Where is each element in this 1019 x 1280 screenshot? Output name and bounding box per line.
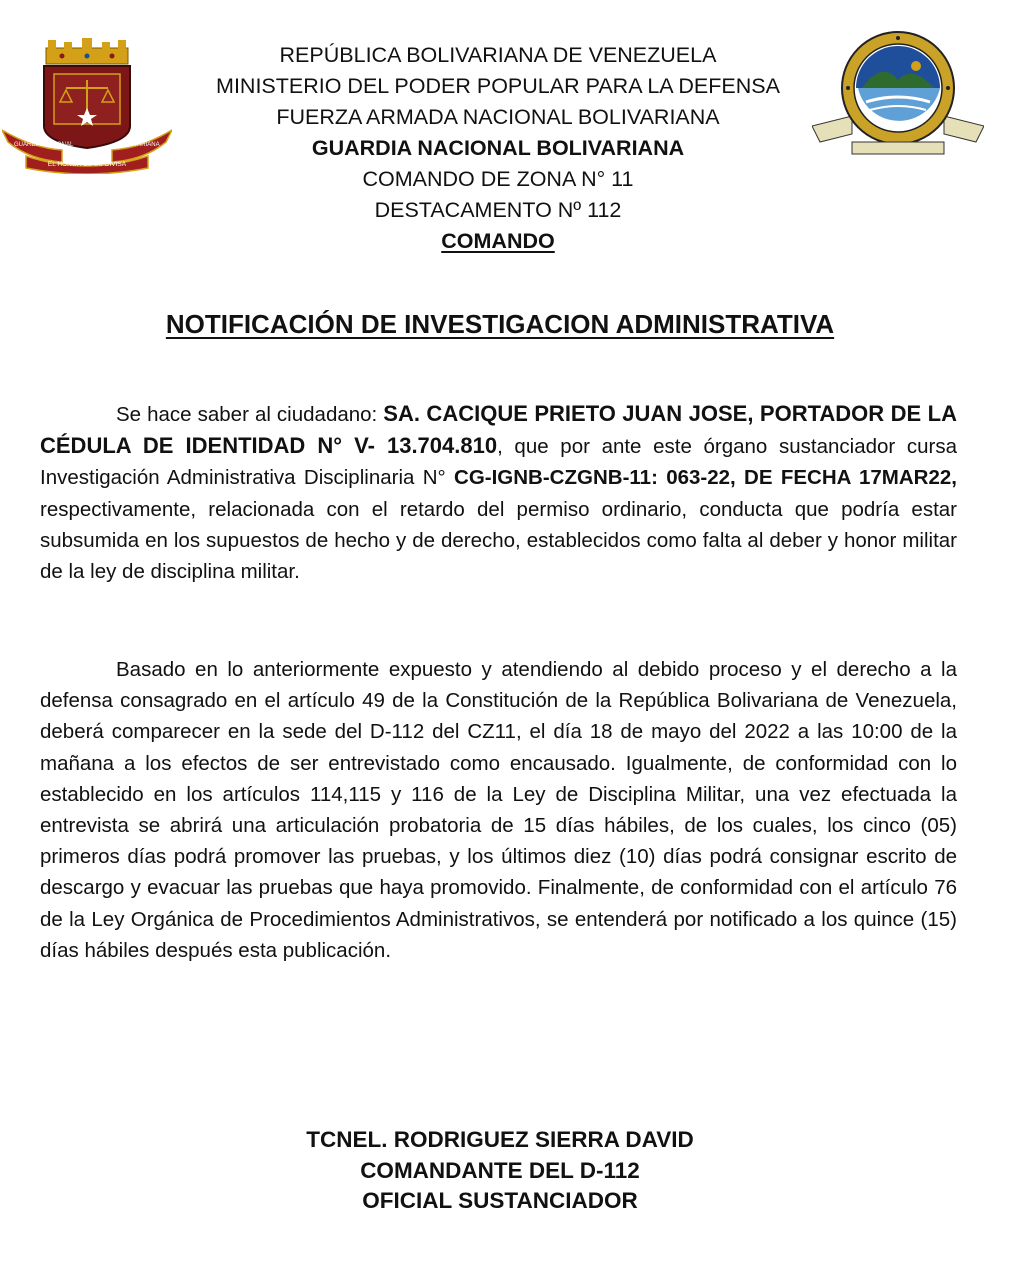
header-armed-force: FUERZA ARMADA NACIONAL BOLIVARIANA <box>276 105 720 129</box>
notice-citizen-name: SA. CACIQUE PRIETO JUAN JOSE, PORTADOR DE LA CÉDULA DE IDENTIDAD N° V- 13.704.810 <box>40 401 957 459</box>
signature-position: COMANDANTE DEL D-112 <box>360 1157 640 1183</box>
paragraph-notice <box>40 398 957 587</box>
notice-text-2: respectivamente, relacionada con el retardo del permiso ordinario, conducta que podría estar subsumida en los supuestos de hecho y de derecho, establecidos como falta al deber y honor militar de la ley de disciplina militar. <box>40 497 957 584</box>
signature-role: OFICIAL SUSTANCIADOR <box>362 1188 638 1213</box>
motto-text: EL HONOR ES SU DIVISA <box>47 161 127 168</box>
header-zona: COMANDO DE ZONA N° 11 <box>362 167 634 191</box>
document-title: NOTIFICACIÓN DE INVESTIGACION ADMINISTRATIVA <box>165 309 835 339</box>
document-header <box>180 40 816 257</box>
guardia-nacional-coat-of-arms-icon <box>2 38 172 174</box>
header-ministry: MINISTERIO DEL PODER POPULAR PARA LA DEFENSA <box>216 74 780 98</box>
notice-intro: Se hace saber al ciudadano: <box>116 403 384 426</box>
header-republic: REPÚBLICA BOLIVARIANA DE VENEZUELA <box>279 43 717 67</box>
ribbon-left-text: GUARDIA NACIONAL <box>14 142 74 148</box>
destacamento-112-emblem-icon <box>812 30 984 160</box>
notice-text-1: , que por ante este órgano sustanciador cursa Investigación Administrativa Disciplinaria N° <box>40 435 957 490</box>
procedure-text: Basado en lo anteriormente expuesto y atendiendo al debido proceso y el derecho a la defensa consagrado en el artículo 49 de la Constitución de la República Bolivariana de Venezuela, deberá comparecer en la sede del D-112 del CZ11, el día 18 de mayo del 2022 a las 10:00 de la mañana a los efectos de ser entrevistado como encausado. Igualmente, de conformidad con lo establecido en los artículos 114,115 y 116 de la Ley de Disciplina Militar, una vez efectuada la entrevista se abrirá una articulación probatoria de 15 días hábiles, de los cuales, los cinco (05) primeros días podrá promover las pruebas, y los últimos diez (10) días podrá consignar escrito de descargo y evacuar las pruebas que haya promovido. Finalmente, de conformidad con el artículo 76 de la Ley Orgánica de Procedimientos Administrativos, se entenderá por notificado a los quince (15) días hábiles después esta publicación. <box>40 658 957 962</box>
ribbon-right-text: BOLIVARIANA <box>120 142 160 148</box>
notice-case-number: CG-IGNB-CZGNB-11: 063-22, DE FECHA 17MAR22, <box>454 466 957 490</box>
paragraph-procedure <box>40 654 957 966</box>
header-destacamento: DESTACAMENTO Nº 112 <box>374 198 622 222</box>
signature-block <box>0 1125 1000 1217</box>
header-comando: COMANDO <box>441 229 555 253</box>
header-guardia: GUARDIA NACIONAL BOLIVARIANA <box>311 136 685 160</box>
signature-name: TCNEL. RODRIGUEZ SIERRA DAVID <box>306 1127 694 1152</box>
